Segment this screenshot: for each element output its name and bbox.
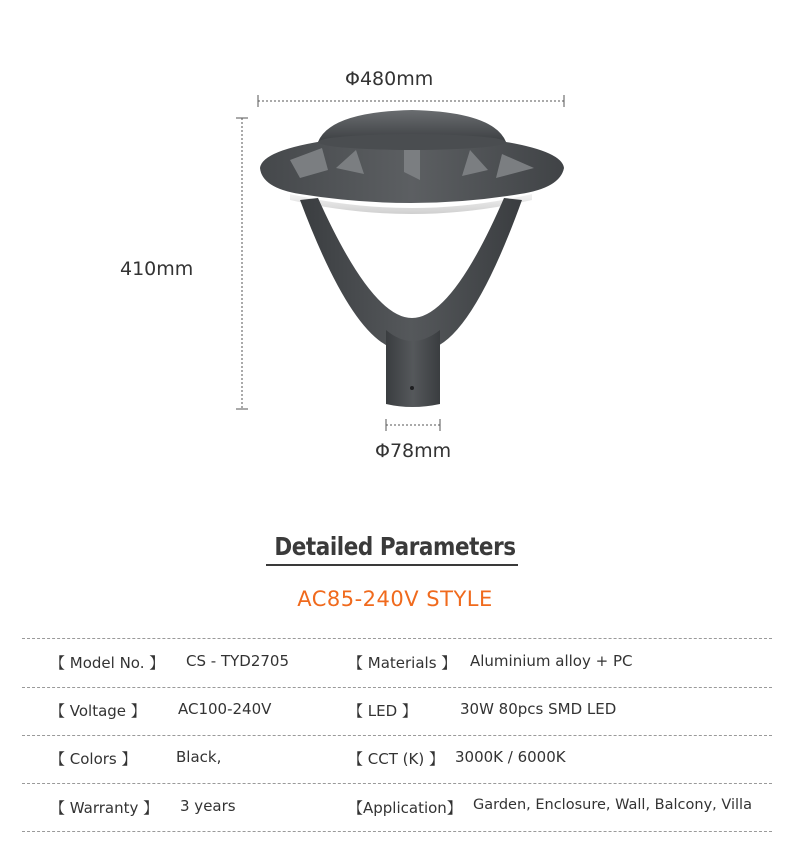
height-dimension-label: 410mm (120, 258, 194, 280)
param-label: 【 Voltage 】 (50, 702, 146, 720)
param-value: Aluminium alloy + PC (470, 652, 633, 670)
table-divider (22, 783, 772, 784)
table-divider (22, 687, 772, 688)
pole-diameter-label: Φ78mm (375, 440, 452, 462)
param-value: CS - TYD2705 (186, 652, 289, 670)
height-dimension-line (236, 118, 248, 409)
param-label: 【Application】 (348, 799, 462, 817)
param-value: 30W 80pcs SMD LED (460, 700, 617, 718)
param-label: 【 LED 】 (348, 702, 417, 720)
width-dimension-line (258, 95, 564, 107)
param-label: 【 CCT (K) 】 (348, 750, 444, 768)
lamp-arms-and-pole (300, 198, 522, 407)
param-value: Black, (176, 748, 222, 766)
width-dimension-label: Φ480mm (345, 68, 434, 90)
section-title: Detailed Parameters (274, 532, 516, 561)
param-label: 【 Colors 】 (50, 750, 137, 768)
param-value: Garden, Enclosure, Wall, Balcony, Villa (473, 797, 752, 813)
param-value: 3 years (180, 797, 236, 815)
table-divider (22, 638, 772, 639)
table-divider (22, 831, 772, 832)
param-value: 3000K / 6000K (455, 748, 566, 766)
title-underline (266, 564, 518, 566)
lamp-head (260, 110, 564, 214)
table-divider (22, 735, 772, 736)
style-subtitle: AC85-240V STYLE (297, 587, 493, 611)
pole-dimension-line (386, 419, 440, 431)
param-label: 【 Warranty 】 (50, 799, 159, 817)
param-label: 【 Model No. 】 (50, 654, 165, 672)
param-label: 【 Materials 】 (348, 654, 457, 672)
param-value: AC100-240V (178, 700, 272, 718)
